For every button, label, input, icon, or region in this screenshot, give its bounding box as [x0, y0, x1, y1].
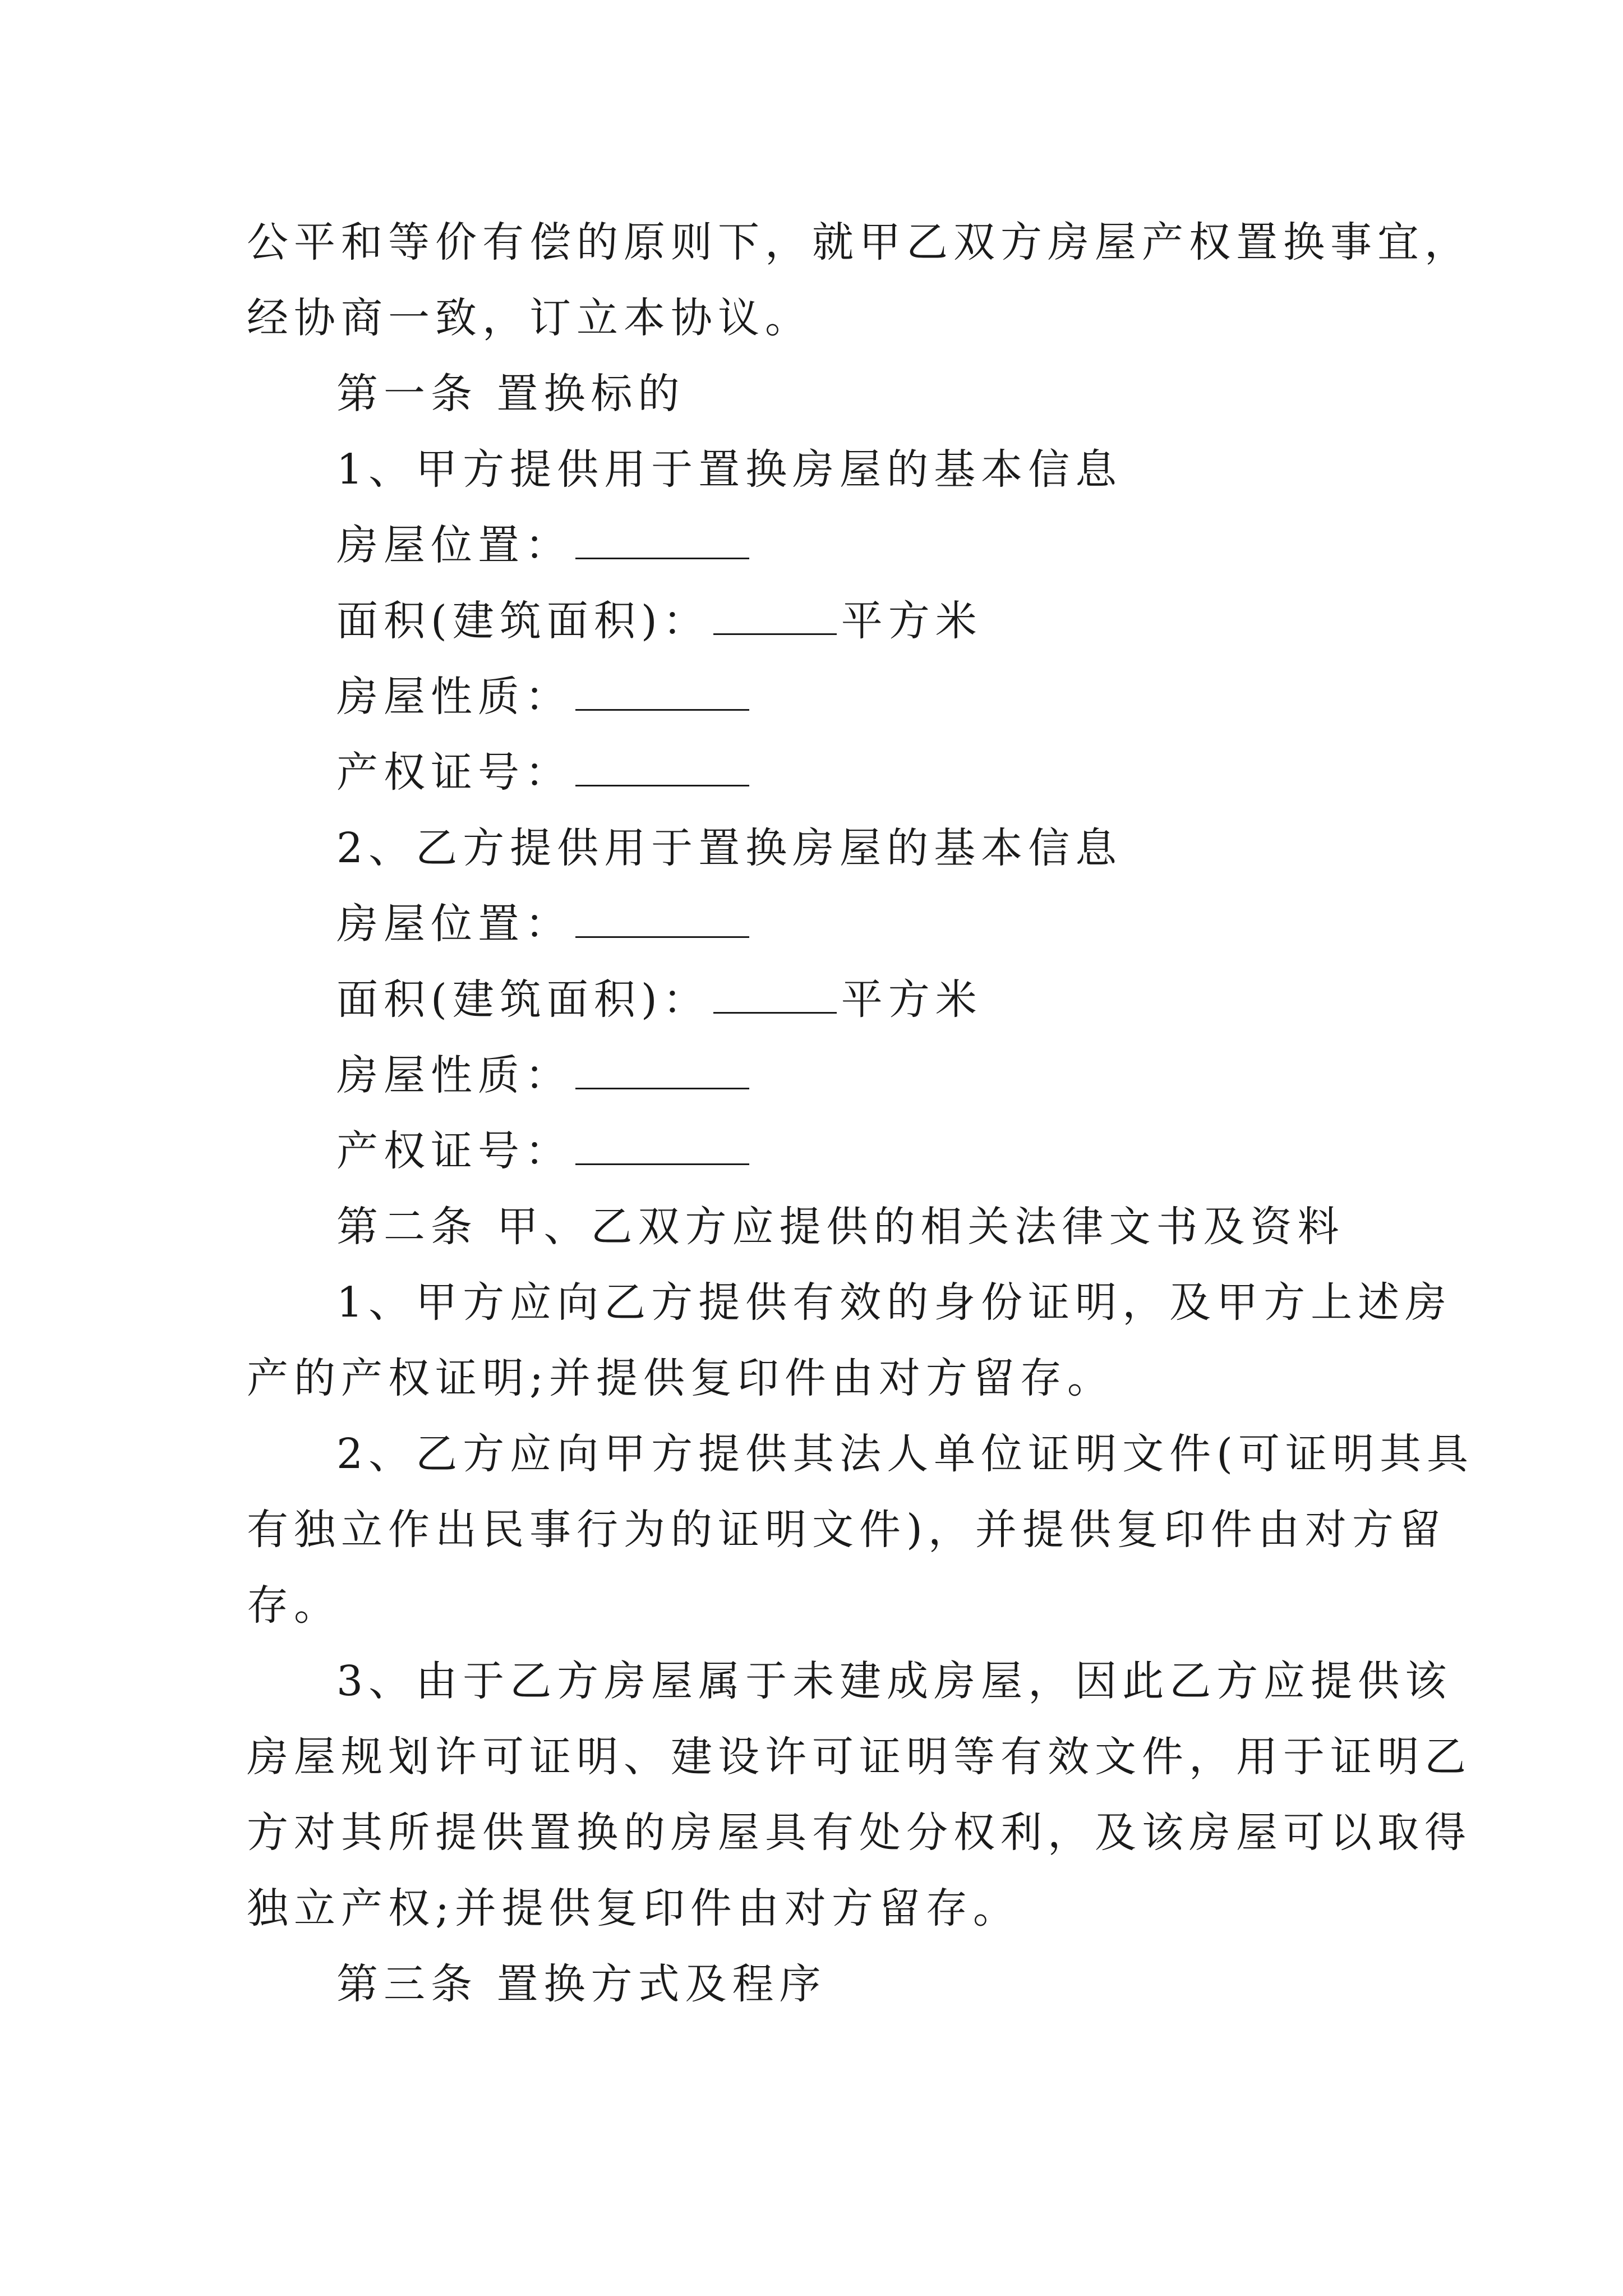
party-a-nature-field — [336, 673, 749, 721]
article-2-item-3-line-3: 方对其所提供置换的房屋具有处分权利，及该房屋可以取得 — [247, 1809, 1472, 1857]
article-2-item-1-line-2: 产的产权证明;并提供复印件由对方留存。 — [247, 1354, 1114, 1402]
fill-in-blank — [575, 1132, 749, 1165]
intro-text-line-2: 经协商一致，订立本协议。 — [247, 294, 812, 342]
party-b-nature-field — [336, 1051, 749, 1099]
party-a-location-field — [336, 521, 749, 569]
field-label: 房屋位置： — [336, 521, 572, 569]
article-2-title: 第二条 甲、乙双方应提供的相关法律文书及资料 — [336, 1203, 1345, 1251]
field-label: 房屋性质： — [336, 1051, 572, 1099]
fill-in-blank — [575, 678, 749, 711]
article-2-item-3-line-4: 独立产权;并提供复印件由对方留存。 — [247, 1884, 1020, 1932]
party-a-info-heading: 1、甲方提供用于置换房屋的基本信息 — [336, 445, 1123, 494]
article-2-item-1-line-1: 1、甲方应向乙方提供有效的身份证明，及甲方上述房 — [336, 1278, 1453, 1327]
field-label: 房屋性质： — [336, 673, 572, 721]
fill-in-blank — [575, 1056, 749, 1089]
unit-label: 平方米 — [841, 976, 983, 1024]
fill-in-blank — [575, 526, 749, 559]
party-b-location-field — [336, 900, 749, 948]
party-b-certificate-field — [336, 1127, 749, 1175]
article-2-item-2-line-3: 存。 — [247, 1581, 341, 1630]
party-b-area-field — [336, 976, 983, 1024]
field-label: 产权证号： — [336, 1127, 572, 1175]
article-2-item-3-line-2: 房屋规划许可证明、建设许可证明等有效文件，用于证明乙 — [247, 1733, 1472, 1781]
fill-in-blank — [575, 905, 749, 938]
intro-text-line-1: 公平和等价有偿的原则下，就甲乙双方房屋产权置换事宜， — [247, 218, 1472, 266]
party-a-certificate-field — [336, 748, 749, 797]
fill-in-blank — [713, 981, 837, 1014]
party-b-info-heading: 2、乙方提供用于置换房屋的基本信息 — [336, 824, 1123, 872]
fill-in-blank — [575, 753, 749, 786]
article-2-item-2-line-1: 2、乙方应向甲方提供其法人单位证明文件(可证明其具 — [336, 1430, 1474, 1478]
article-2-item-2-line-2: 有独立作出民事行为的证明文件)，并提供复印件由对方留 — [247, 1506, 1446, 1554]
article-1-title: 第一条 置换标的 — [336, 370, 685, 418]
unit-label: 平方米 — [841, 597, 983, 645]
article-3-title: 第三条 置换方式及程序 — [336, 1960, 827, 2008]
field-label: 面积(建筑面积)： — [336, 597, 710, 645]
article-2-item-3-line-1: 3、由于乙方房屋属于未建成房屋，因此乙方应提供该 — [336, 1657, 1453, 1705]
field-label: 产权证号： — [336, 748, 572, 797]
fill-in-blank — [713, 602, 837, 635]
party-a-area-field — [336, 597, 983, 645]
field-label: 面积(建筑面积)： — [336, 976, 710, 1024]
field-label: 房屋位置： — [336, 900, 572, 948]
